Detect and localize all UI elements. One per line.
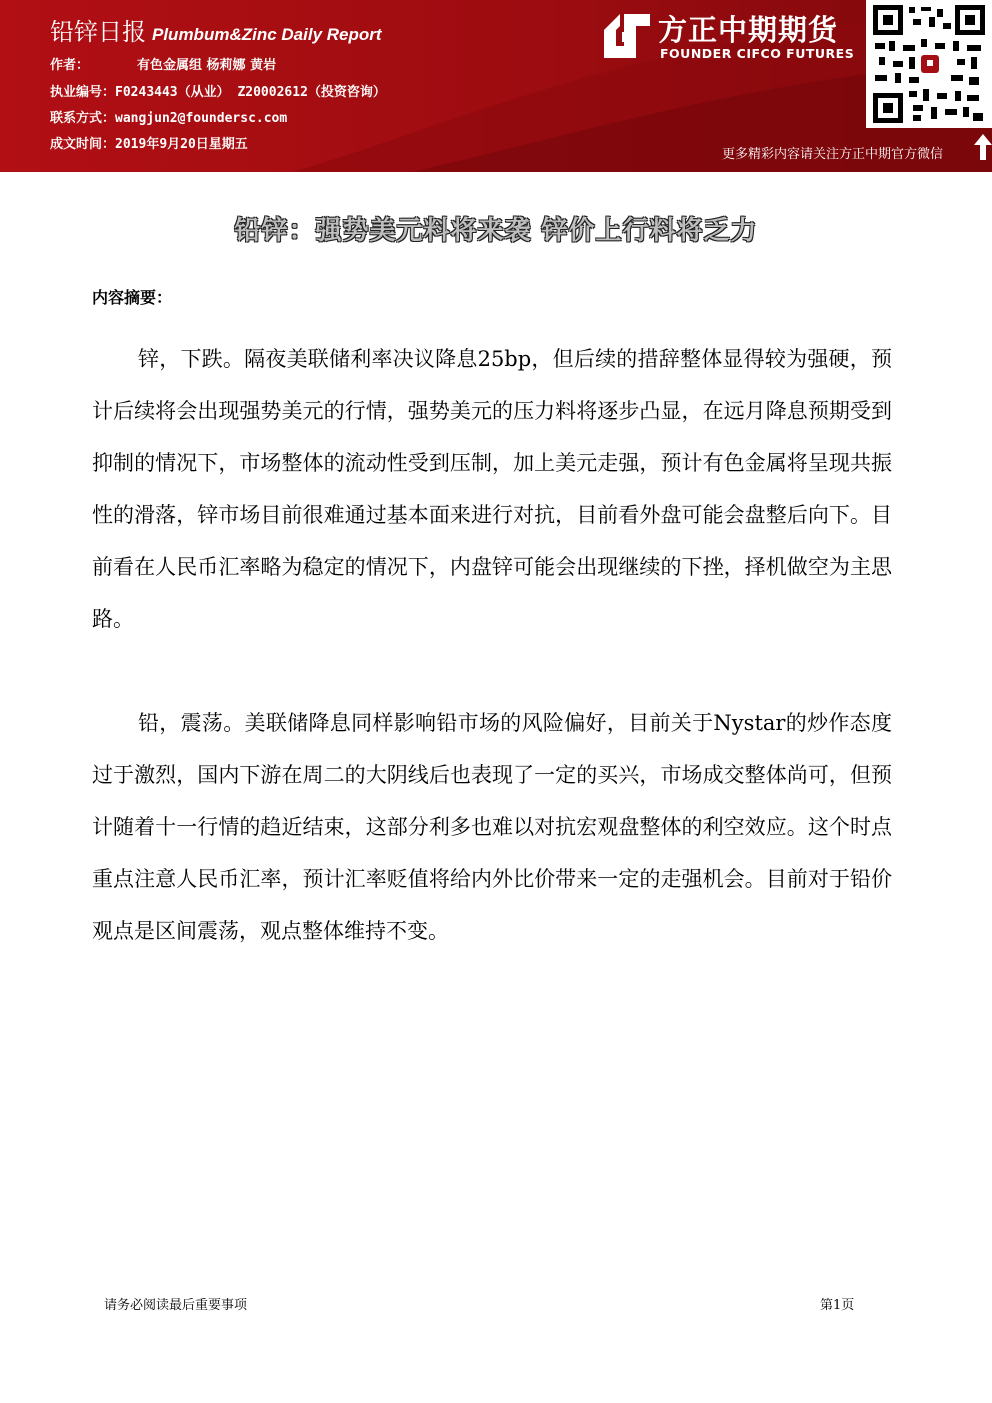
page-number: 第1页 bbox=[820, 1298, 855, 1313]
date-line bbox=[50, 133, 248, 152]
date-label: 成文时间： bbox=[50, 137, 116, 152]
contact-line bbox=[50, 107, 287, 126]
license-line bbox=[50, 81, 386, 100]
up-arrow-icon bbox=[974, 134, 992, 160]
qr-code[interactable] bbox=[866, 0, 992, 128]
report-header bbox=[0, 0, 992, 172]
brand-logo bbox=[602, 8, 864, 64]
wechat-follow-note: 更多精彩内容请关注方正中期官方微信 bbox=[722, 147, 944, 162]
document-title: 铅锌：强势美元料将来袭 锌价上行料将乏力 bbox=[234, 216, 758, 246]
qr-code-icon bbox=[873, 5, 985, 123]
date-value: 2019年9月20日星期五 bbox=[115, 137, 248, 152]
license-label: 执业编号： bbox=[50, 85, 116, 100]
author-value: 有色金属组 杨莉娜 黄岩 bbox=[137, 58, 277, 73]
contact-label: 联系方式： bbox=[50, 111, 116, 126]
report-title-cn: 铅锌日报 bbox=[50, 18, 146, 46]
author-line bbox=[50, 54, 276, 73]
paragraph-lead: 铅，震荡。美联储降息同样影响铅市场的风险偏好，目前关于Nystar的炒作态度过于激烈，国内下游在周二的大阴线后也表现了一定的买兴，市场成交整体尚可，但预计随着十一行情的趋近结束，这部分利多也难以对抗宏观盘整体的利空效应。这个时点重点注意人民币汇率，预计汇率贬值将给内外比价带来一定的走强机会。目前对于铅价观点是区间震荡，观点整体维持不变。 bbox=[92, 711, 892, 943]
brand-name-cn: 方正中期期货 bbox=[658, 13, 839, 47]
report-title-en: Plumbum&Zinc Daily Report bbox=[152, 25, 382, 44]
paragraph-zinc: 锌，下跌。隔夜美联储利率决议降息25bp，但后续的措辞整体显得较为强硬，预计后续将会出现强势美元的行情，强势美元的压力料将逐步凸显，在远月降息预期受到抑制的情况下，市场整体的流动性受到压制，加上美元走强，预计有色金属将呈现共振性的滑落，锌市场目前很难通过基本面来进行对抗，目前看外盘可能会盘整后向下。目前看在人民币汇率略为稳定的情况下，内盘锌可能会出现继续的下挫，择机做空为主思路。 bbox=[92, 347, 892, 631]
report-title bbox=[50, 12, 382, 47]
contact-email[interactable]: wangjun2@foundersc.com bbox=[115, 111, 288, 126]
author-label: 作者： bbox=[50, 58, 90, 73]
license-value: F0243443（从业） Z20002612（投资咨询） bbox=[115, 85, 386, 100]
summary-label: 内容摘要： bbox=[92, 288, 173, 307]
brand-name-en: FOUNDER CIFCO FUTURES bbox=[660, 46, 855, 61]
footer-notice[interactable]: 请务必阅读最后重要事项 bbox=[104, 1298, 248, 1313]
founder-logo-icon bbox=[602, 12, 652, 60]
